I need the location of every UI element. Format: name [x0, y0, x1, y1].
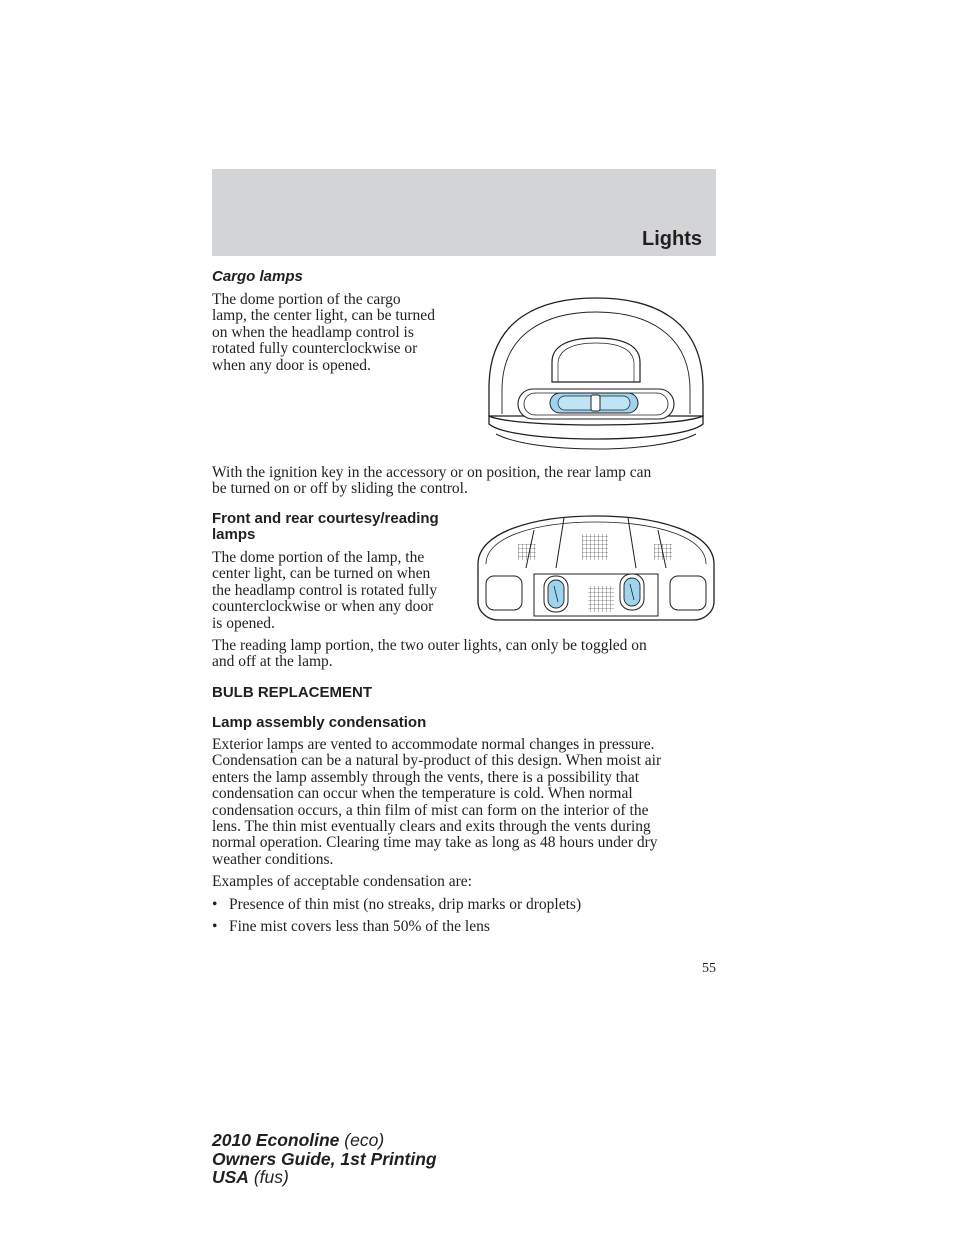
bullet-icon: •: [212, 918, 218, 935]
footer-imprint: [212, 1131, 437, 1187]
courtesy-lamps-paragraph: [212, 550, 472, 632]
examples-intro: Examples of acceptable condensation are:: [212, 873, 472, 890]
text-line: Exterior lamps are vented to accommodate normal changes in pressure.: [212, 736, 655, 753]
text-line: the headlamp control is rotated fully: [212, 581, 438, 599]
cargo-lamps-heading: Cargo lamps: [212, 268, 303, 285]
text-line: enters the lamp assembly through the vents, there is a possibility that: [212, 768, 640, 786]
condensation-paragraph: [212, 737, 722, 868]
text-line: and off at the lamp.: [212, 653, 333, 671]
text-line: lens. The thin mist eventually clears and exits through the vents during: [212, 818, 651, 836]
examples-list: [212, 897, 722, 935]
text-line: normal operation. Clearing time may take as long as 48 hours under dry: [212, 834, 658, 852]
text-line: The dome portion of the cargo: [212, 291, 401, 308]
text-line: The reading lamp portion, the two outer lights, can only be toggled on: [212, 637, 647, 654]
text-line: is opened.: [212, 614, 275, 632]
section-header-band: [212, 169, 716, 256]
list-item: [212, 919, 722, 935]
courtesy-lamps-paragraph-2: [212, 638, 722, 671]
courtesy-lamps-heading: [212, 511, 439, 543]
text-line: be turned on or off by sliding the control.: [212, 480, 468, 498]
text-line: rotated fully counterclockwise or: [212, 340, 418, 358]
text-line: With the ignition key in the accessory or on position, the rear lamp can: [212, 464, 652, 481]
list-item: [212, 897, 722, 913]
courtesy-lamp-illustration: [474, 512, 718, 624]
heading-line: lamps: [212, 526, 256, 543]
lamp-condensation-subheading: Lamp assembly condensation: [212, 714, 427, 731]
cargo-lamp-illustration: [484, 296, 708, 452]
text-line: weather conditions.: [212, 850, 334, 868]
footer-edition: Owners Guide, 1st Printing: [212, 1148, 437, 1169]
text-line: condensation occurs, a thin film of mist can form on the interior of the: [212, 801, 649, 819]
list-item-text: Presence of thin mist (no streaks, drip marks or droplets): [229, 896, 582, 913]
page-number: 55: [702, 961, 716, 976]
cargo-lamps-paragraph: [212, 292, 472, 374]
footer-market: USA: [212, 1167, 249, 1187]
heading-line: Front and rear courtesy/reading: [212, 510, 439, 527]
text-line: condensation can occur when the temperature is cold. When normal: [212, 785, 633, 803]
text-line: Condensation can be a natural by-product of this design. When moist air: [212, 752, 662, 770]
text-line: when any door is opened.: [212, 356, 371, 374]
footer-model: 2010 Econoline: [212, 1130, 340, 1150]
text-line: on when the headlamp control is: [212, 323, 414, 341]
footer-market-code: (fus): [248, 1167, 289, 1187]
bullet-icon: •: [212, 896, 218, 913]
list-item-text: Fine mist covers less than 50% of the lens: [229, 918, 490, 935]
cargo-lamps-paragraph-2: [212, 465, 722, 498]
text-line: lamp, the center light, can be turned: [212, 307, 435, 325]
text-line: The dome portion of the lamp, the: [212, 549, 425, 566]
text-line: counterclockwise or when any door: [212, 598, 434, 616]
text-line: center light, can be turned on when: [212, 565, 431, 583]
section-title: Lights: [642, 228, 702, 250]
footer-model-code: (eco): [339, 1130, 385, 1150]
bulb-replacement-heading: BULB REPLACEMENT: [212, 684, 372, 701]
